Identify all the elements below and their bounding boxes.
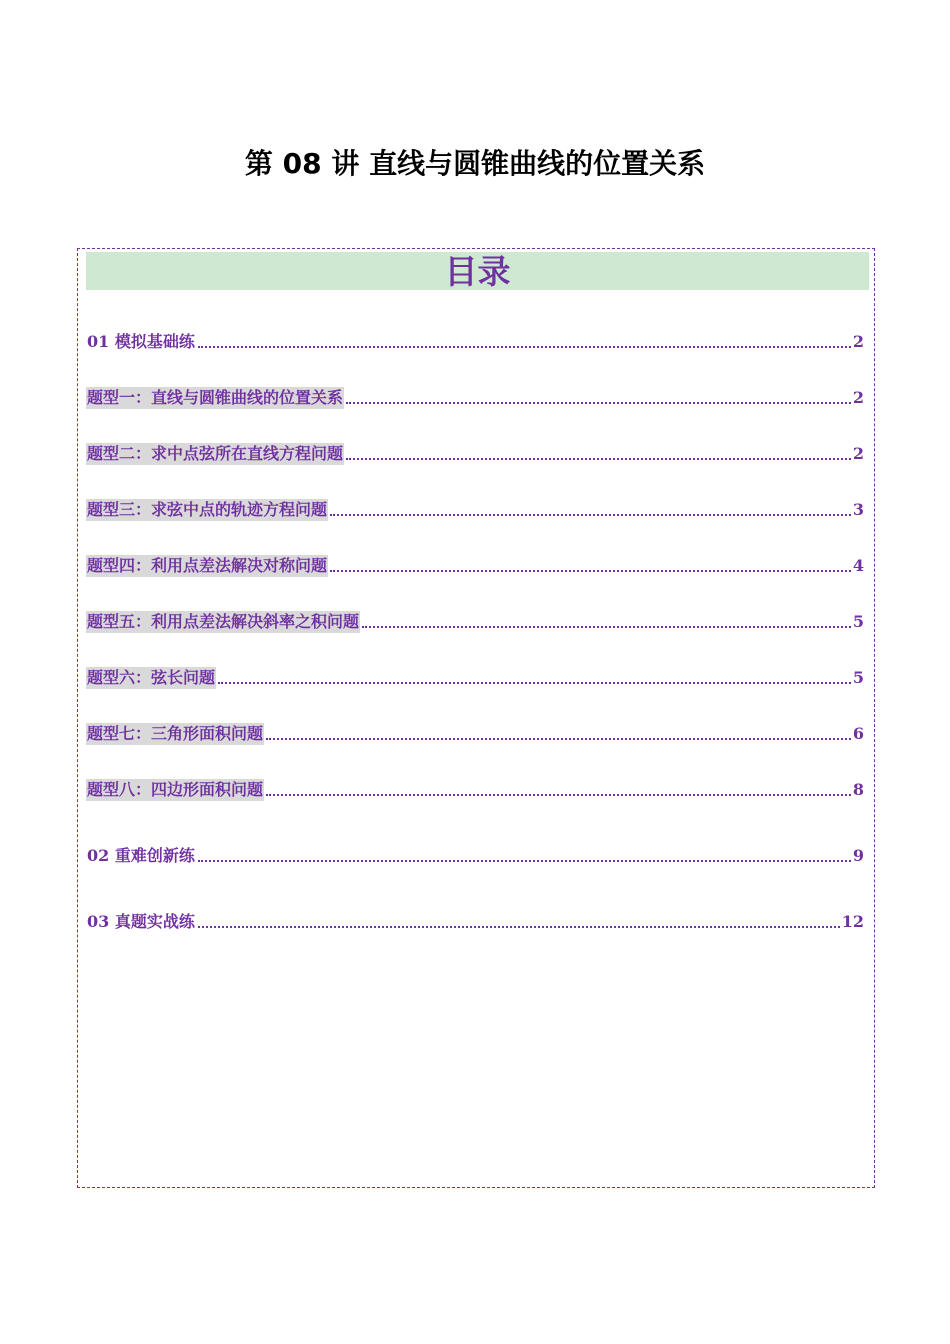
toc-leader-dots bbox=[330, 514, 851, 516]
toc-entry-label[interactable]: 题型三：求弦中点的轨迹方程问题 bbox=[87, 500, 328, 519]
toc-entry-label[interactable]: 题型六：弦长问题 bbox=[87, 668, 216, 687]
toc-page-number[interactable]: 12 bbox=[841, 912, 864, 931]
toc-page-number[interactable]: 9 bbox=[852, 846, 864, 865]
toc-entry-type-8[interactable] bbox=[86, 777, 864, 801]
toc-entry-label[interactable]: 题型五：利用点差法解决斜率之积问题 bbox=[87, 612, 360, 631]
toc-leader-dots bbox=[198, 346, 851, 348]
toc-entry-label[interactable]: 题型一：直线与圆锥曲线的位置关系 bbox=[87, 388, 344, 407]
toc-leader-dots bbox=[198, 926, 840, 928]
toc-entry-label[interactable]: 03 真题实战练 bbox=[87, 912, 195, 931]
toc-page-number[interactable]: 3 bbox=[852, 500, 864, 519]
toc-page-number[interactable]: 2 bbox=[852, 388, 864, 407]
toc-entry-type-5[interactable] bbox=[86, 609, 864, 633]
toc-entry-label[interactable]: 题型八：四边形面积问题 bbox=[87, 780, 264, 799]
toc-entry-type-2[interactable] bbox=[86, 441, 864, 465]
toc-entry-label[interactable]: 01 模拟基础练 bbox=[87, 332, 195, 351]
toc-entry-label[interactable]: 题型七：三角形面积问题 bbox=[87, 724, 264, 743]
toc-leader-dots bbox=[330, 570, 851, 572]
toc-leader-dots bbox=[266, 794, 851, 796]
toc-entry-advanced-practice[interactable] bbox=[86, 843, 864, 867]
toc-entry-label[interactable]: 题型四：利用点差法解决对称问题 bbox=[87, 556, 328, 575]
toc-entry-type-3[interactable] bbox=[86, 497, 864, 521]
toc-entry-basic-practice[interactable] bbox=[86, 329, 864, 353]
toc-entry-type-1[interactable] bbox=[86, 385, 864, 409]
toc-page-number[interactable]: 5 bbox=[852, 668, 864, 687]
toc-entry-type-6[interactable] bbox=[86, 665, 864, 689]
toc-page-number[interactable]: 2 bbox=[852, 332, 864, 351]
toc-page-number[interactable]: 4 bbox=[852, 556, 864, 575]
toc-leader-dots bbox=[218, 682, 851, 684]
page-title: 第 08 讲 直线与圆锥曲线的位置关系 bbox=[244, 147, 706, 180]
toc-page-number[interactable]: 5 bbox=[852, 612, 864, 631]
toc-entry-label[interactable]: 题型二：求中点弦所在直线方程问题 bbox=[87, 444, 344, 463]
toc-leader-dots bbox=[266, 738, 851, 740]
toc-leader-dots bbox=[198, 860, 851, 862]
toc-page-number[interactable]: 8 bbox=[852, 780, 864, 799]
toc-entry-type-4[interactable] bbox=[86, 553, 864, 577]
toc-page-number[interactable]: 6 bbox=[852, 724, 864, 743]
toc-entry-real-exam-practice[interactable] bbox=[86, 909, 864, 933]
toc-entry-label[interactable]: 02 重难创新练 bbox=[87, 846, 195, 865]
toc-heading: 目录 bbox=[86, 252, 869, 290]
toc-leader-dots bbox=[362, 626, 851, 628]
toc-leader-dots bbox=[346, 458, 851, 460]
toc-page-number[interactable]: 2 bbox=[852, 444, 864, 463]
table-of-contents bbox=[77, 248, 875, 1188]
toc-entry-type-7[interactable] bbox=[86, 721, 864, 745]
toc-leader-dots bbox=[346, 402, 851, 404]
